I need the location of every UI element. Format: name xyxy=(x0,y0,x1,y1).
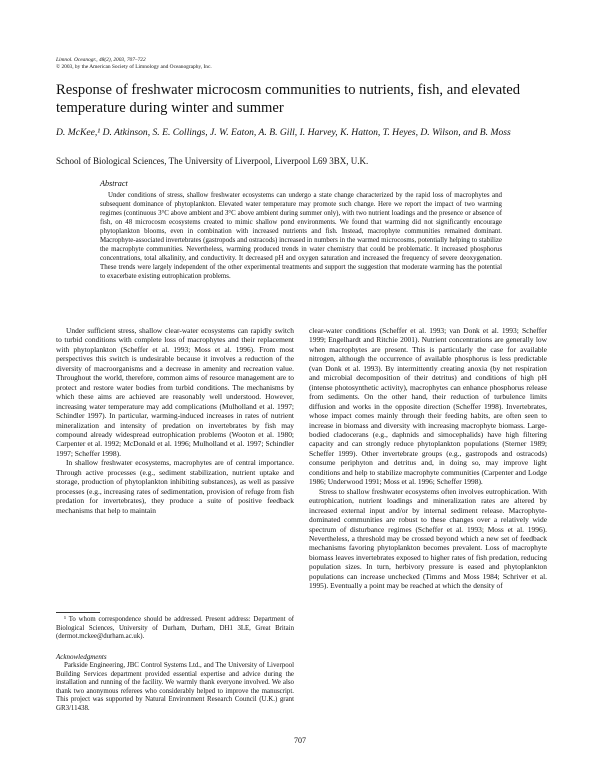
copyright-notice: © 2003, by the American Society of Limnology and Oceanography, Inc. xyxy=(56,64,212,71)
author-list: D. McKee,¹ D. Atkinson, S. E. Collings, J. W. Eaton, A. B. Gill, I. Harvey, K. Hatton, T. Heyes, D. Wilson, and B. Moss xyxy=(56,127,511,138)
body-paragraph: Under sufficient stress, shallow clear-water ecosystems can rapidly switch to turbid conditions with complete loss of macrophytes and their replacement with phytoplankton (Scheffer et al. 1993; Moss et al. 1996). From most perspectives this switch is undesirable because it involves a reduction of the diversity of macroorganisms and a decrease in amenity and recreation value. Throughout the world, therefore, common aims of resource management are to protect and restore water bodies from turbid conditions. The mechanisms by which these aims are achieved are reasonably well understood. However, increasing water temperature may add complications (Mulholland et al. 1997; Schindler 1997). In particular, warming-induced increases in rates of nutrient mineralization and intensity of predation on invertebrates by fish may compound already widespread eutrophication problems (Wooton et al. 1980; Carpenter et al. 1992; McDonald et al. 1996; Mulholland et al. 1997; Schindler 1997; Scheffer 1998). xyxy=(56,326,294,458)
body-paragraph: Stress to shallow freshwater ecosystems often involves eutrophication. With eutrophication, nutrient loadings and mineralization rates are altered by increased external input and/or by internal sediment release. Macrophyte-dominated communities are robust to these changes over a relatively wide spectrum of disturbance regimes (Scheffer et al. 1993; Moss et al. 1996). Nevertheless, a threshold may be crossed beyond which a new set of feedback mechanisms favoring phytoplankton becomes prevalent. Loss of macrophyte biomass leaves invertebrates exposed to higher rates of fish predation, reducing population sizes. In turn, herbivory pressure is eased and phytoplankton populations can increase unchecked (Timms and Moss 1984; Schriver et al. 1995). Eventually a point may be reached at which the density of xyxy=(309,486,547,591)
acknowledgments-text: Parkside Engineering, JBC Control Systems Ltd., and The University of Liverpool Building Services department provided essential expertise and advice during the installation and running of the facility. We warmly thank everyone involved. We also thank two anonymous referees who considerably helped to improve the manuscript. This project was supported by Natural Environment Research Council (U.K.) grant GR3/11438. xyxy=(56,662,294,712)
abstract-text: Under conditions of stress, shallow freshwater ecosystems can undergo a state change characterized by the rapid loss of macrophytes and subsequent dominance of phytoplankton. Elevated water temperature may promote such change. Here we report the impact of two warming regimes (continuous 3°C above ambient and 3°C above ambient during summer only), with two nutrient loadings and the presence or absence of fish, on 48 microcosm ecosystems created to mimic shallow pond environments. We found that warming did not significantly encourage phytoplankton blooms, even in combination with increased nutrients and fish. Instead, macrophyte communities remained dominant. Macrophyte-associated invertebrates (gastropods and ostracods) increased in numbers in the warmed microcosms, potentially helping to stabilize the macrophyte communities. Nevertheless, warming produced trends in water chemistry that could be problematic. It increased phosphorus concentrations, total alkalinity, and conductivity. It decreased pH and oxygen saturation and increased the frequency of severe deoxygenation. These trends were largely independent of the other experimental treatments and support the suggestion that moderate warming has the potential to exacerbate existing eutrophication problems. xyxy=(100,192,502,281)
abstract-heading: Abstract xyxy=(100,179,128,188)
body-paragraph: In shallow freshwater ecosystems, macrophytes are of central importance. Through active processes (e.g., sediment stabilization, nutrient uptake and storage, production of phytoplankton inhibiting substances), as well as passive processes (e.g., increasing rates of sedimentation, provision of refuge from fish predation for invertebrates), they produce a suite of positive feedback mechanisms that help to maintain xyxy=(56,458,294,515)
journal-citation: Limnol. Oceanogr., 48(2), 2003, 707–722 xyxy=(56,57,146,63)
right-column xyxy=(309,326,547,591)
affiliation: School of Biological Sciences, The University of Liverpool, Liverpool L69 3BX, U.K. xyxy=(56,156,369,166)
journal-header xyxy=(56,57,356,72)
footnote-separator xyxy=(56,612,100,613)
paper-title: Response of freshwater microcosm communities to nutrients, fish, and elevated temperature during winter and summer xyxy=(56,82,521,116)
footnote xyxy=(56,616,294,642)
footnote-text: ¹ To whom correspondence should be addressed. Present address: Department of Biological Sciences, University of Durham, Durham, DH1 3LE, Great Britain (dermot.mckee@durham.ac.uk). xyxy=(56,616,294,641)
body-paragraph: clear-water conditions (Scheffer et al. 1993; van Donk et al. 1993; Scheffer 1999; Engelhardt and Ritchie 2001). Nutrient concentrations are generally low when macrophytes are present. This is particularly the case for available nitrogen, although the occurrence of available phosphorus is less predictable (van Donk et al. 1993). By intermittently creating anoxia (by net respiration and microbial decomposition of their detritus) and conditions of high pH (intense photosynthetic activity), macrophytes can enhance phosphorus release from sediments. On the other hand, their reduction of turbulence limits diffusion and works in the opposite direction (Scheffer 1998). Invertebrates, whose impact comes mainly through their feeding habits, are often seen to increase in biomass and diversity with increasing macrophyte biomass. Large-bodied cladocerans (e.g., daphnids and simocephalids) have high filtering capacity and can strongly reduce phytoplankton populations (Sterner 1989; Scheffer 1999). Other invertebrate groups (e.g., gastropods and ostracods) consume periphyton and detritus and, in doing so, may improve light conditions and help to stabilize macrophyte communities (Carpenter and Lodge 1986; Underwood 1991; Moss et al. 1996; Scheffer 1998). xyxy=(309,326,547,487)
acknowledgments-heading: Acknowledgments xyxy=(56,653,107,661)
page-number: 707 xyxy=(294,736,306,745)
left-column xyxy=(56,326,294,515)
